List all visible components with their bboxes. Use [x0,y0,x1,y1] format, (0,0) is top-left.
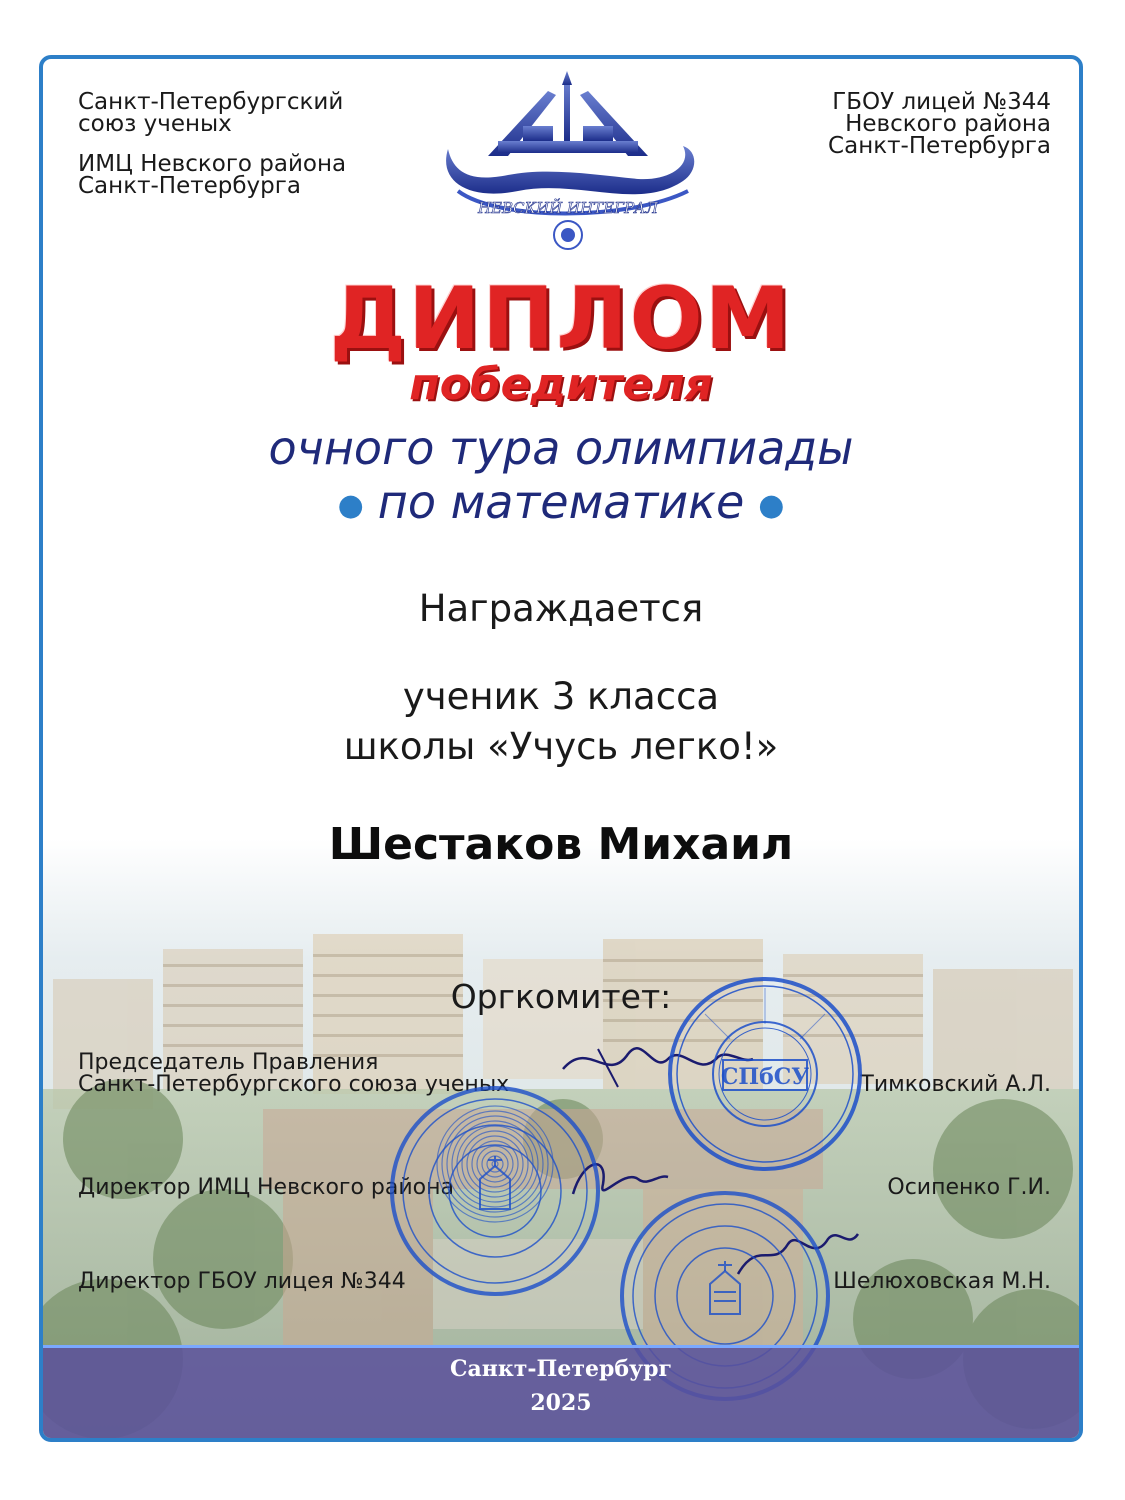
signatory-2-role: Директор ИМЦ Невского района [78,1175,454,1200]
olympiad-subject: по математике [377,475,745,529]
signatory-1-role-line1: Председатель Правления [78,1050,379,1075]
signatory-3-name: Шелюховская М.Н. [833,1269,1051,1294]
diploma-subtitle: победителя [409,359,713,410]
signatory-1-role-line2: Санкт-Петербургского союза ученых [78,1072,510,1097]
olympiad-stage: очного тура олимпиады [268,421,854,475]
diploma-title: ДИПЛОМ [329,269,793,369]
header-org1-line2: союз ученых [78,111,232,137]
header-org2-line2: Санкт-Петербурга [78,173,301,199]
bridge-logo-icon [428,71,708,251]
header-school-line2: Невского района [845,111,1051,137]
header-org-imc [78,153,346,197]
footer-city: Санкт-Петербург [450,1356,672,1382]
student-school: школы «Учусь легко!» [343,725,779,768]
stamp-spbsu-icon [665,974,865,1174]
header-org2-line1: ИМЦ Невского района [78,151,347,177]
header-school-line3: Санкт-Петербурга [828,133,1051,159]
signatory-1-name: Тимковский А.Л. [860,1072,1051,1097]
header-school [828,91,1051,157]
diploma-frame [39,55,1083,1442]
header-org1-line1: Санкт-Петербургский [78,89,344,115]
committee-label: Оргкомитет: [450,977,672,1016]
bullet-dot-icon: ● [337,488,364,523]
header-school-line1: ГБОУ лицей №344 [832,89,1051,115]
signatory-2-name: Осипенко Г.И. [887,1175,1051,1200]
logo-caption: НЕВСКИЙ ИНТЕГРАЛ [477,199,659,217]
stamp-spbsu-center: СПбСУ [720,1064,810,1090]
awarded-label: Награждается [418,587,704,630]
stamp-imc-icon [388,1084,603,1299]
student-grade: ученик 3 класса [402,675,720,718]
signatory-3-role: Директор ГБОУ лицея №344 [78,1269,406,1294]
header-org-scientists [78,91,343,135]
footer-year: 2025 [530,1390,592,1416]
bullet-dot-icon: ● [758,488,785,523]
olympiad-subject-line [43,475,1079,529]
student-name: Шестаков Михаил [328,819,794,870]
